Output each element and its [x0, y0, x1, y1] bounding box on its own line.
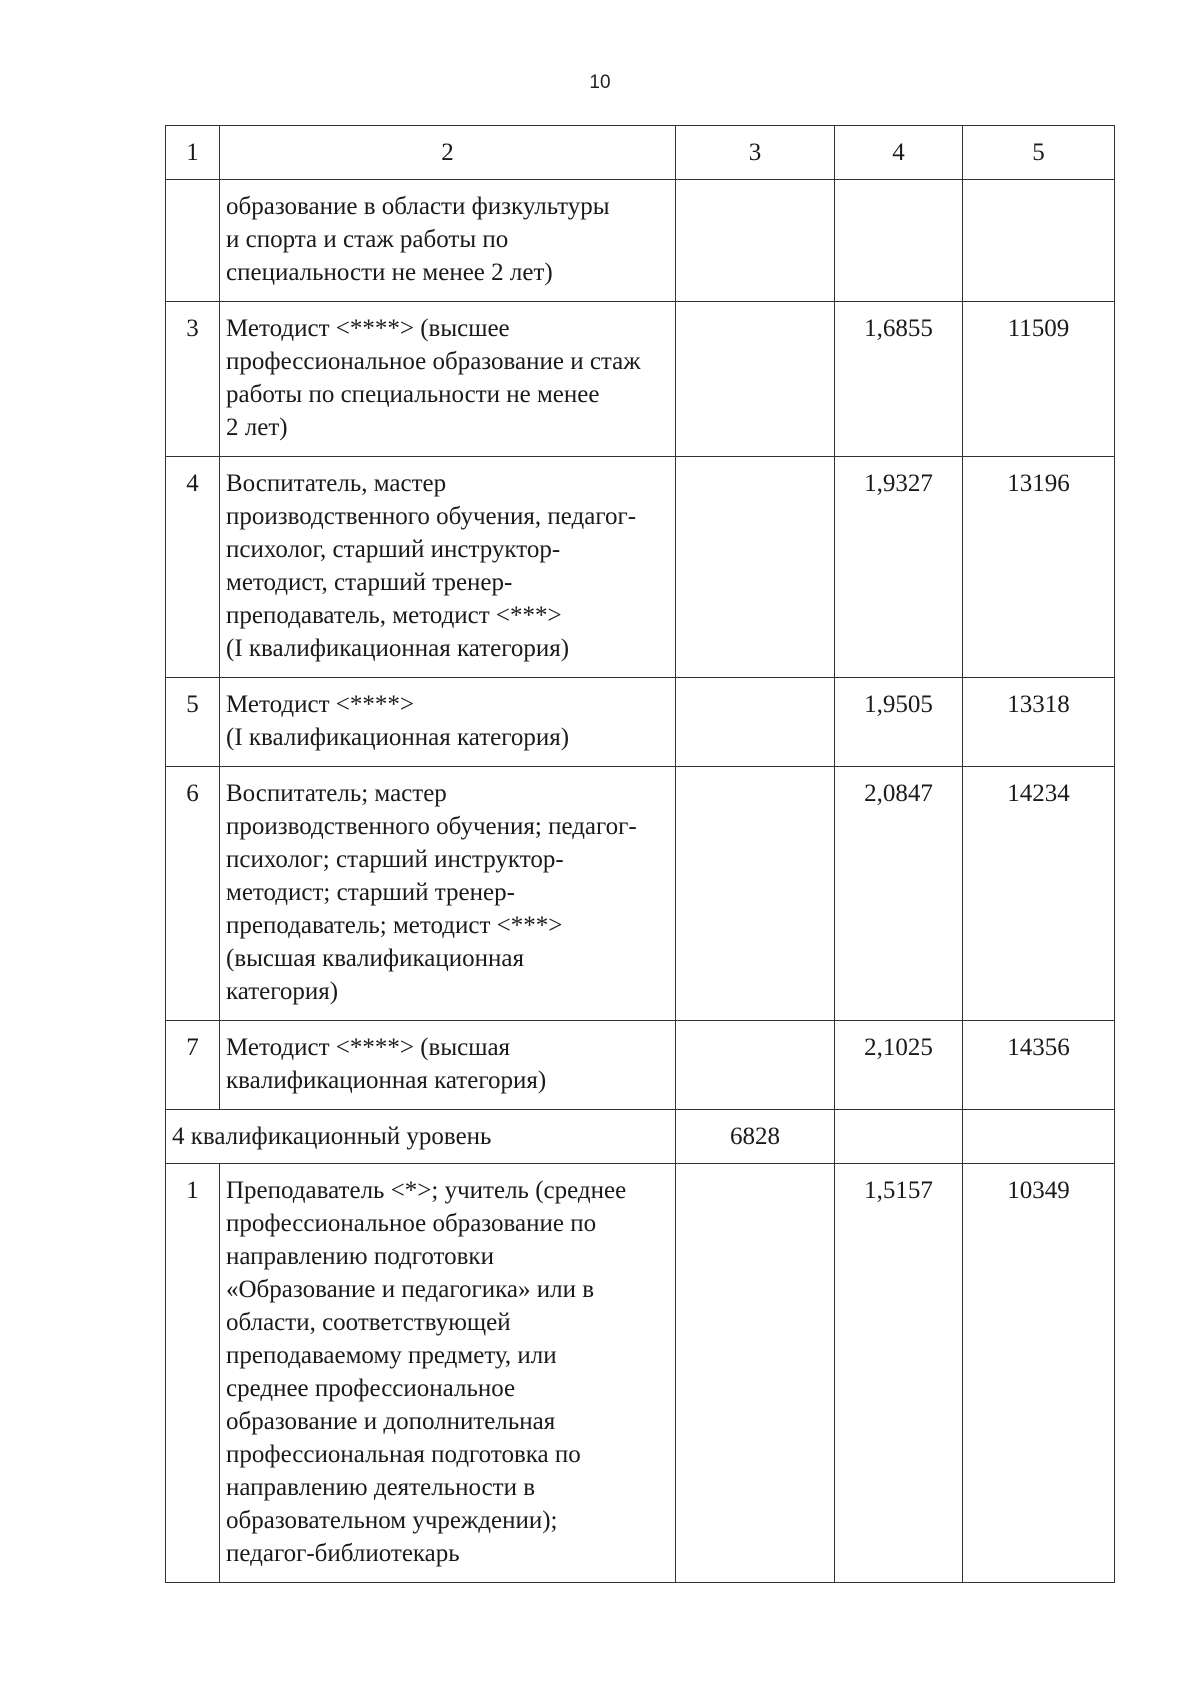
- salary-cell: 10349: [963, 1164, 1115, 1583]
- table-row: [166, 457, 1115, 678]
- salary-cell: 14356: [963, 1021, 1115, 1110]
- column-header: 5: [963, 126, 1115, 180]
- position-description-text: Методист <****> (высшая квалификационная категория): [226, 1034, 547, 1094]
- column-header: 3: [676, 126, 835, 180]
- base-salary-cell: [676, 1021, 835, 1110]
- coefficient-cell: 2,1025: [835, 1021, 963, 1110]
- coefficient-cell: 2,0847: [835, 767, 963, 1021]
- salary-cell: 13196: [963, 457, 1115, 678]
- salary-cell: [963, 180, 1115, 302]
- row-number: 7: [166, 1021, 220, 1110]
- coefficient-cell: 1,9327: [835, 457, 963, 678]
- empty-cell: [963, 1110, 1115, 1164]
- coefficient-cell: 1,6855: [835, 302, 963, 457]
- base-salary-cell: [676, 302, 835, 457]
- level-base-salary: 6828: [676, 1110, 835, 1164]
- table-row: [166, 1021, 1115, 1110]
- row-number: 4: [166, 457, 220, 678]
- table-row: [166, 767, 1115, 1021]
- table-row: [166, 180, 1115, 302]
- column-header: 2: [220, 126, 676, 180]
- empty-cell: [835, 1110, 963, 1164]
- position-description-text: Воспитатель; мастер производственного обучения; педагог- психолог; старший инструктор- методист; старший тренер- преподаватель; методист <***> (высшая квалификационная категория): [226, 780, 637, 1005]
- position-description-text: Методист <****> (I квалификационная категория): [226, 691, 570, 751]
- position-description: [220, 767, 676, 1021]
- base-salary-cell: [676, 767, 835, 1021]
- position-description: [220, 302, 676, 457]
- table-row: [166, 302, 1115, 457]
- qualification-level-row: [166, 1110, 1115, 1164]
- base-salary-cell: [676, 457, 835, 678]
- position-description-text: образование в области физкультуры и спорта и стаж работы по специальности не менее 2 лет): [226, 193, 610, 286]
- position-description: [220, 1021, 676, 1110]
- position-description-text: Воспитатель, мастер производственного обучения, педагог- психолог, старший инструктор- методист, старший тренер- преподаватель, методист <***> (I квалификационная категория): [226, 470, 637, 662]
- base-salary-cell: [676, 1164, 835, 1583]
- column-header: 1: [166, 126, 220, 180]
- row-number: 5: [166, 678, 220, 767]
- qualification-salary-table: [165, 125, 1115, 1583]
- position-description: [220, 457, 676, 678]
- table-row: [166, 678, 1115, 767]
- page-number: 10: [589, 72, 611, 93]
- table-header-row: [166, 126, 1115, 180]
- salary-cell: 14234: [963, 767, 1115, 1021]
- base-salary-cell: [676, 678, 835, 767]
- row-number: 3: [166, 302, 220, 457]
- position-description-text: Преподаватель <*>; учитель (среднее профессиональное образование по направлению подготовки «Образование и педагогика» или в области, соответствующей преподаваемому предмету, или среднее профессиональное образование и дополнительная профессиональная подготовка по направлению деятельности в образовательном учреждении); педагог-библиотекарь: [226, 1177, 627, 1567]
- row-number: 6: [166, 767, 220, 1021]
- salary-cell: 11509: [963, 302, 1115, 457]
- table-row: [166, 1164, 1115, 1583]
- coefficient-cell: 1,5157: [835, 1164, 963, 1583]
- coefficient-cell: [835, 180, 963, 302]
- position-description: [220, 678, 676, 767]
- row-number: 1: [166, 1164, 220, 1583]
- salary-cell: 13318: [963, 678, 1115, 767]
- position-description: [220, 180, 676, 302]
- qualification-level-label: 4 квалификационный уровень: [166, 1110, 676, 1164]
- base-salary-cell: [676, 180, 835, 302]
- coefficient-cell: 1,9505: [835, 678, 963, 767]
- row-number: [166, 180, 220, 302]
- column-header: 4: [835, 126, 963, 180]
- position-description: [220, 1164, 676, 1583]
- position-description-text: Методист <****> (высшее профессиональное образование и стаж работы по специальности не менее 2 лет): [226, 315, 641, 441]
